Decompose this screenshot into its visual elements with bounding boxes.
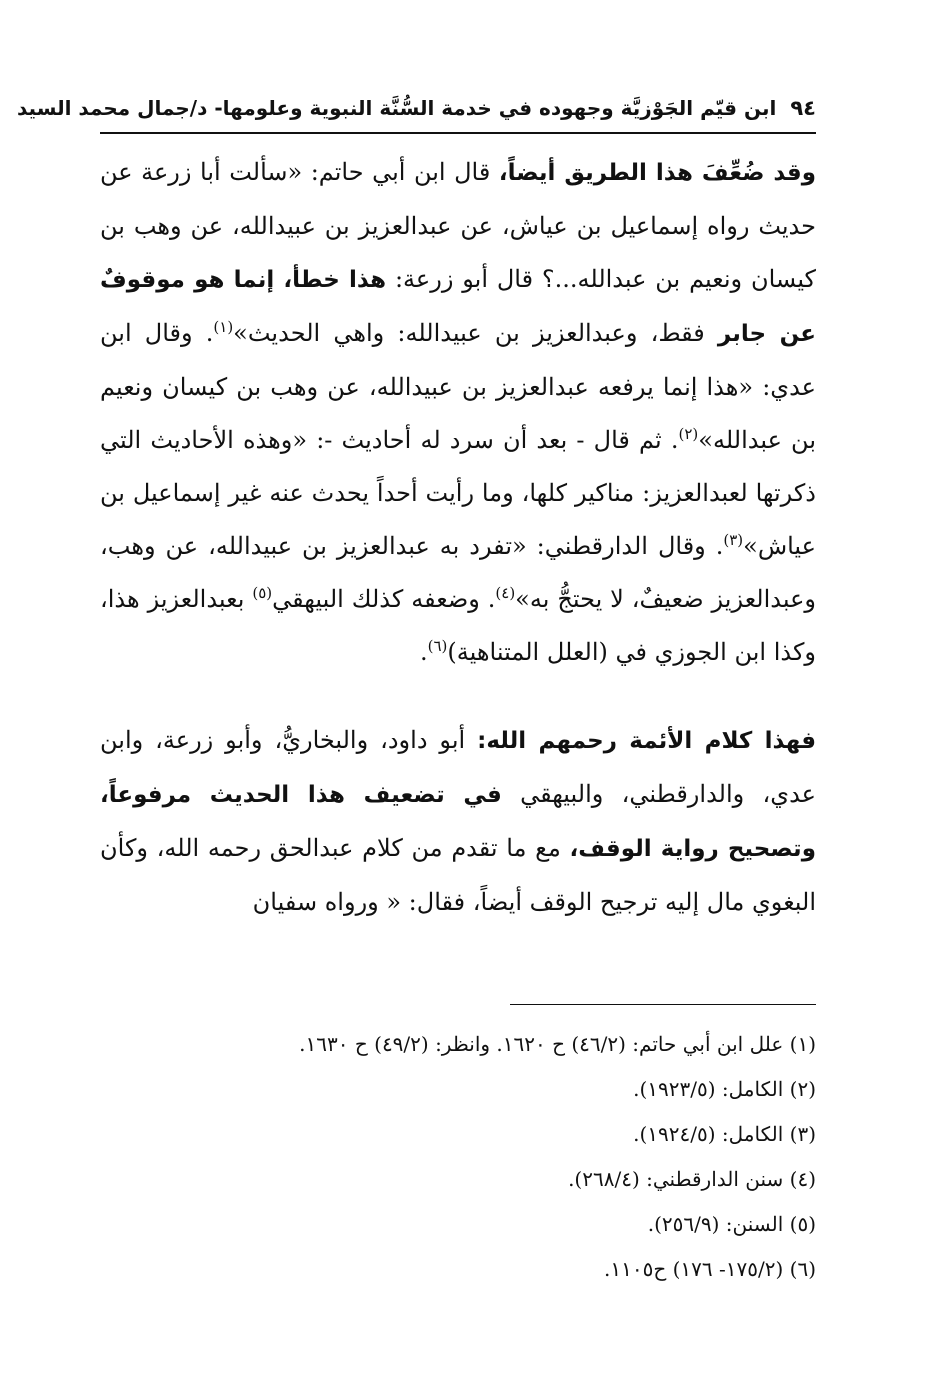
bold-phrase: وقد ضُعِّفَ هذا الطريق أيضاً، — [498, 160, 816, 186]
footnote-ref-6: (٦) — [427, 637, 448, 655]
footnote-ref-3: (٣) — [723, 531, 744, 549]
footnote-4: (٤) سنن الدارقطني: (٢٦٨/٤). — [568, 1167, 816, 1191]
bold-phrase: في تضعيف هذا الحديث مرفوعاً، وتصحيح رواية الوقف، — [100, 782, 816, 862]
bold-phrase: فهذا كلام الأئمة رحمهم الله: — [477, 728, 817, 754]
footnote-separator — [510, 1004, 816, 1005]
footnote-ref-1: (١) — [213, 318, 234, 336]
footnote-3: (٣) الكامل: (١٩٢٤/٥). — [633, 1122, 816, 1146]
text-run: . ثم قال - بعد أن سرد له أحاديث -: «وهذه الأحاديث التي ذكرتها لعبدالعزيز: مناكير كلها، وما رأيت أحداً يحدث عنه غير إسماعيل بن عياش» — [100, 426, 816, 560]
text-run: مع ما تقدم من كلام عبدالحق رحمه الله، وكأن البغوي مال إليه ترجيح الوقف أيضاً، فقال: « ورواه سفيان — [100, 834, 816, 916]
text-run: أبو داود، والبخاريُّ، وأبو زرعة، وابن عدي، والدارقطني، والبيهقي — [100, 726, 816, 808]
text-run: قال ابن أبي حاتم: «سألت أبا زرعة عن حديث رواه إسماعيل بن عياش، عن عبدالعزيز بن عبيدالله، عن وهب بن كيسان ونعيم بن عبدالله...؟ قال أبو زرعة: — [100, 158, 816, 293]
bold-phrase: هذا خطأ، إنما هو موقوفٌ عن جابر — [100, 267, 816, 347]
footnote-ref-5: (٥) — [252, 584, 273, 602]
footnote-1: (١) علل ابن أبي حاتم: (٤٦/٢) ح ١٦٢٠. وانظر: (٤٩/٢) ح ١٦٣٠. — [299, 1032, 816, 1056]
footnotes — [100, 1022, 816, 1292]
footnote-6: (٦) (١٧٥/٢- ١٧٦) ح١١٠٥. — [603, 1257, 816, 1281]
text-run: بعبدالعزيز هذا، وكذا ابن الجوزي في (العلل المتناهية) — [100, 585, 816, 666]
paragraph-1 — [100, 146, 816, 679]
text-run: فقط، وعبدالعزيز بن عبيدالله: واهي الحديث» — [233, 319, 718, 347]
main-text — [100, 146, 816, 929]
running-title: ابن قيّم الجَوْزيَّة وجهوده في خدمة السُّنَّة النبوية وعلومها- د/جمال محمد السيد — [17, 96, 777, 120]
text-run: . — [419, 638, 428, 666]
text-run: . وقال الدارقطني: «تفرد به عبدالعزيز بن عبيدالله، عن وهب، وعبدالعزيز ضعيفٌ، لا يحتجُّ به» — [100, 532, 817, 613]
text-run: . وقال ابن عدي: «هذا إنما يرفعه عبدالعزيز بن عبيدالله، عن وهب بن كيسان ونعيم بن عبدالله» — [100, 319, 816, 454]
footnote-ref-2: (٢) — [678, 425, 699, 443]
footnote-5: (٥) السنن: (٢٥٦/٩). — [647, 1212, 816, 1236]
paragraph-2 — [100, 714, 816, 929]
footnote-ref-4: (٤) — [495, 584, 516, 602]
text-run: . وضعفه كذلك البيهقي — [272, 585, 496, 613]
header-rule — [100, 132, 816, 134]
running-header — [17, 86, 816, 130]
page-number: ٩٤ — [790, 95, 816, 120]
footnote-2: (٢) الكامل: (١٩٢٣/٥). — [633, 1077, 816, 1101]
